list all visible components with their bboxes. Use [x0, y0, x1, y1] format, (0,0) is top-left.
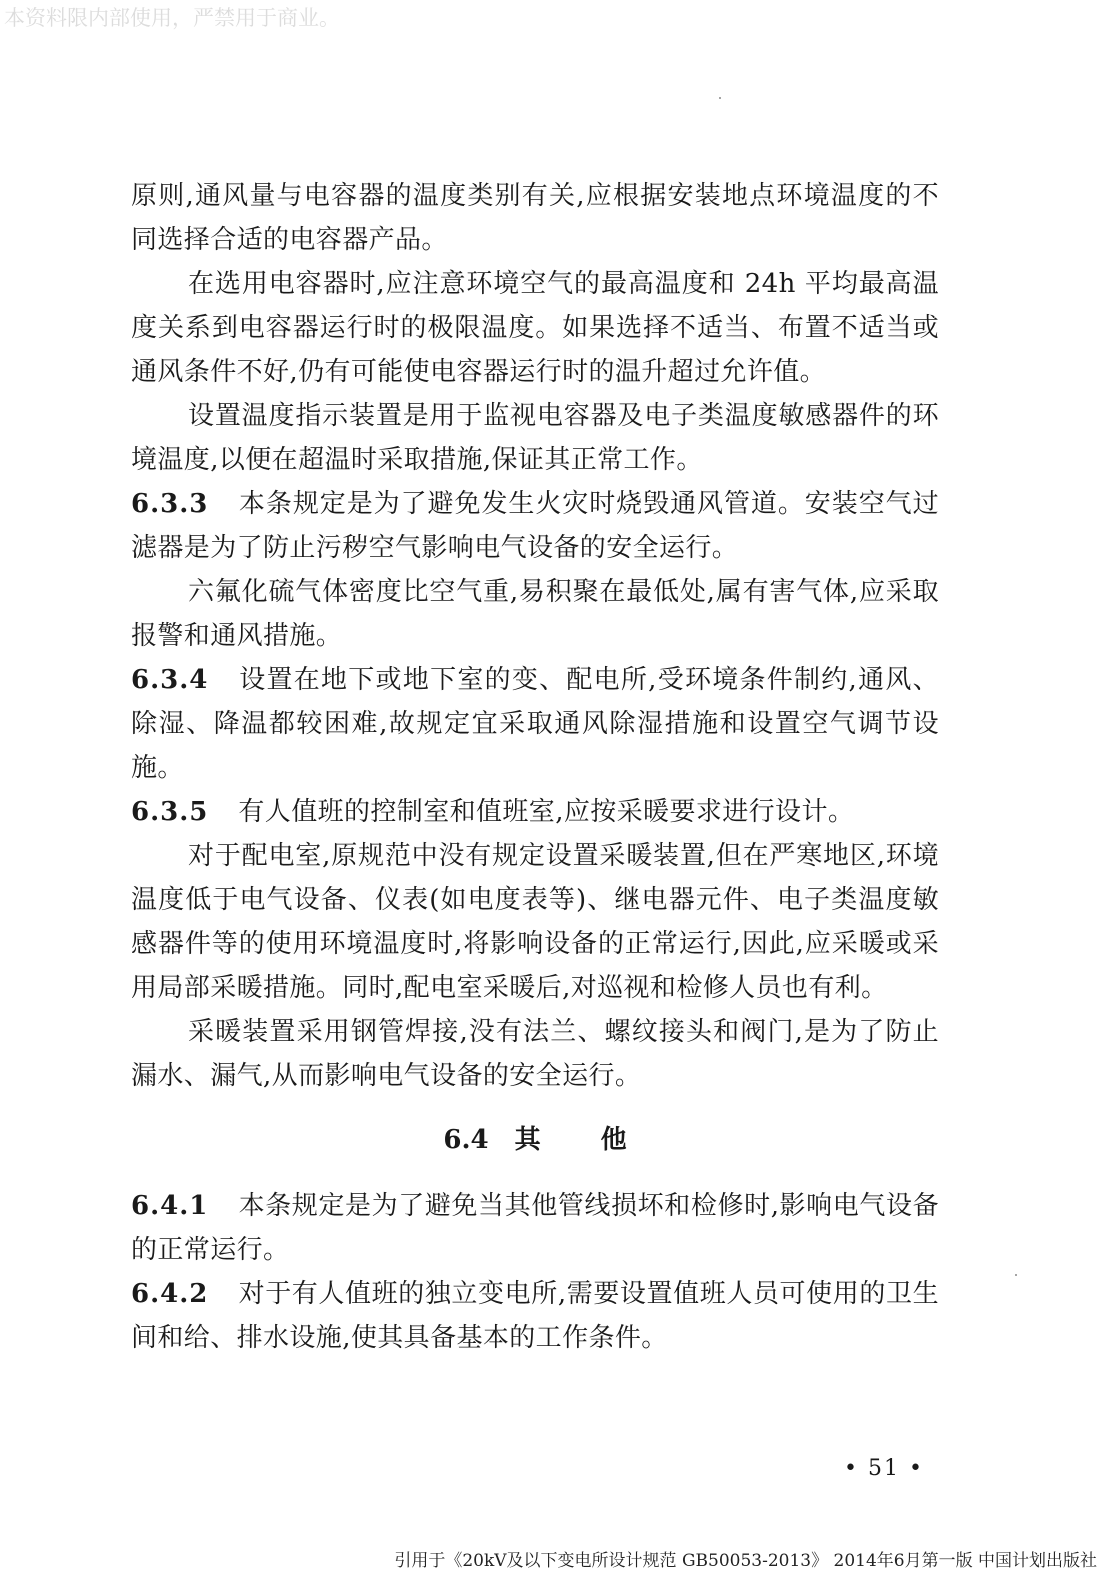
citation-footer: 引用于《20kV及以下变电所设计规范 GB50053-2013》 2014年6月第一版 中国计划出版社 [394, 1551, 1097, 1571]
clause-text: 对于有人值班的独立变电所,需要设置值班人员可使用的卫生间和给、排水设施,使其具备基本的工作条件。 [131, 1279, 939, 1353]
paragraph: 采暖装置采用钢管焊接,没有法兰、螺纹接头和阀门,是为了防止漏水、漏气,从而影响电气设备的安全运行。 [131, 1017, 939, 1091]
page-number: • 51 • [844, 1456, 924, 1481]
watermark: 本资料限内部使用，严禁用于商业。 [4, 6, 340, 30]
paragraph: 六氟化硫气体密度比空气重,易积聚在最低处,属有害气体,应采取报警和通风措施。 [131, 577, 939, 651]
paragraph: 原则,通风量与电容器的温度类别有关,应根据安装地点环境温度的不同选择合适的电容器产品。 [131, 181, 939, 255]
scan-speck [1015, 1274, 1017, 1276]
clause-paragraph [131, 790, 939, 834]
clause-text: 本条规定是为了避免发生火灾时烧毁通风管道。安装空气过滤器是为了防止污秽空气影响电气设备的安全运行。 [131, 489, 939, 563]
clause-paragraph [131, 482, 939, 570]
paragraph: 对于配电室,原规范中没有规定设置采暖装置,但在严寒地区,环境温度低于电气设备、仪表(如电度表等)、继电器元件、电子类温度敏感器件等的使用环境温度时,将影响设备的正常运行,因此,应采暖或采用局部采暖措施。同时,配电室采暖后,对巡视和检修人员也有利。 [131, 841, 939, 1003]
paragraph: 设置温度指示装置是用于监视电容器及电子类温度敏感器件的环境温度,以便在超温时采取措施,保证其正常工作。 [131, 401, 939, 475]
clause-paragraph [131, 1184, 939, 1272]
clause-number: 6.4.1 [131, 1191, 209, 1221]
clause-paragraph [131, 658, 939, 790]
clause-number: 6.3.3 [131, 489, 209, 519]
scan-speck [719, 97, 721, 99]
section-heading [131, 1118, 939, 1162]
section-number: 6.4 [443, 1125, 489, 1155]
clause-text: 有人值班的控制室和值班室,应按采暖要求进行设计。 [238, 797, 855, 827]
clause-paragraph [131, 1272, 939, 1360]
section-title-char: 他 [600, 1125, 627, 1155]
clause-text: 设置在地下或地下室的变、配电所,受环境条件制约,通风、除湿、降温都较困难,故规定宜采取通风除湿措施和设置空气调节设施。 [131, 665, 939, 783]
page-body [131, 174, 939, 1360]
section-title-char: 其 [514, 1125, 541, 1155]
paragraph: 在选用电容器时,应注意环境空气的最高温度和 24h 平均最高温度关系到电容器运行时的极限温度。如果选择不适当、布置不适当或通风条件不好,仍有可能使电容器运行时的温升超过允许值。 [131, 269, 939, 387]
clause-text: 本条规定是为了避免当其他管线损坏和检修时,影响电气设备的正常运行。 [131, 1191, 939, 1265]
clause-number: 6.4.2 [131, 1279, 209, 1309]
clause-number: 6.3.5 [131, 797, 209, 827]
clause-number: 6.3.4 [131, 665, 209, 695]
